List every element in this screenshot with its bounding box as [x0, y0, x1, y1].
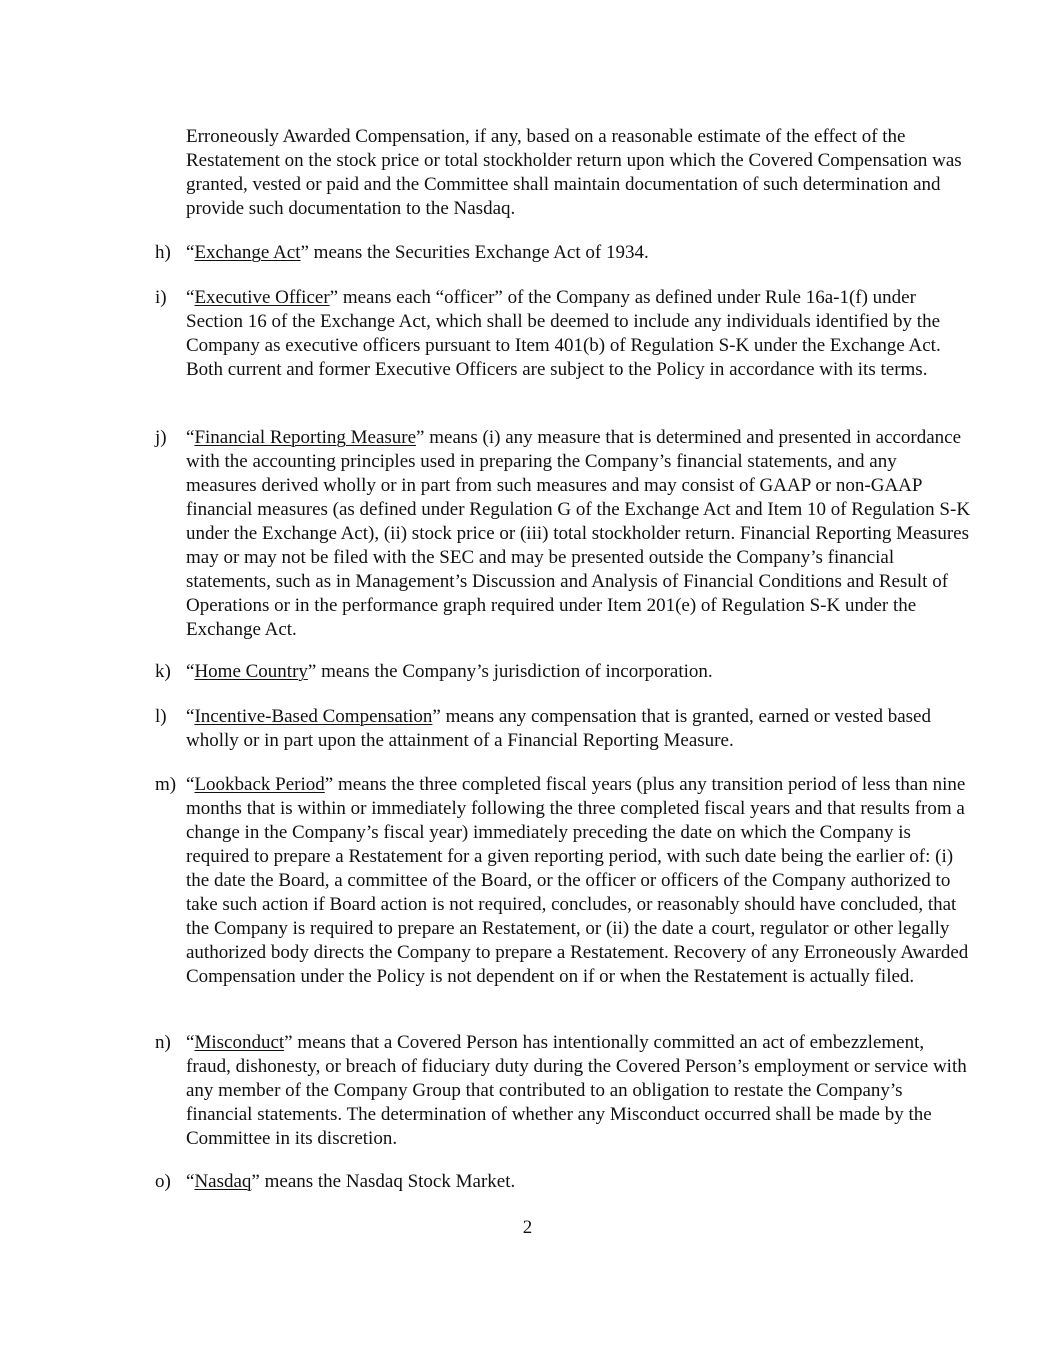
- defined-term: Lookback Period: [194, 774, 325, 795]
- open-quote: “: [186, 427, 195, 448]
- definition-marker: i): [155, 287, 167, 308]
- definition-body: [186, 286, 971, 382]
- definition-executive-officer: [155, 286, 971, 382]
- definition-body: [186, 241, 971, 265]
- definition-text: ” means any compensation that is granted, earned or vested based wholly or in part upon the attainment of a Financial Reporting Measure.: [186, 706, 931, 751]
- open-quote: “: [186, 1032, 195, 1053]
- definition-marker: h): [155, 242, 171, 263]
- definition-marker: o): [155, 1171, 171, 1192]
- definition-body: [186, 660, 971, 684]
- defined-term: Incentive-Based Compensation: [194, 706, 433, 727]
- open-quote: “: [186, 242, 195, 263]
- definition-lookback-period: [155, 773, 971, 989]
- definition-text: ” means that a Covered Person has intentionally committed an act of embezzlement, fraud, dishonesty, or breach of fiduciary duty during the Covered Person’s employment or service with any member of the Company Group that contributed to an obligation to restate the Company’s financial statements. The determination of whether any Misconduct occurred shall be made by the Committee in its discretion.: [186, 1032, 967, 1149]
- definition-home-country: [155, 660, 971, 684]
- definition-text: ” means the Company’s jurisdiction of incorporation.: [307, 661, 713, 682]
- definition-body: [186, 1170, 971, 1194]
- definition-financial-reporting-measure: [155, 426, 971, 642]
- definition-body: [186, 773, 971, 989]
- open-quote: “: [186, 774, 195, 795]
- definition-marker: k): [155, 661, 171, 682]
- open-quote: “: [186, 287, 195, 308]
- intro-paragraph: Erroneously Awarded Compensation, if any, based on a reasonable estimate of the effect of the Restatement on the stock price or total stockholder return upon which the Covered Compensation was granted, vested or paid and the Committee shall maintain documentation of such determination and provide such documentation to the Nasdaq.: [186, 126, 962, 219]
- definition-misconduct: [155, 1031, 971, 1151]
- defined-term: Home Country: [194, 661, 308, 682]
- defined-term: Misconduct: [194, 1032, 285, 1053]
- definition-body: [186, 705, 971, 753]
- definition-marker: m): [155, 774, 177, 795]
- definition-marker: j): [155, 427, 167, 448]
- definition-nasdaq: [155, 1170, 971, 1194]
- defined-term: Exchange Act: [194, 242, 301, 263]
- definition-body: [186, 1031, 971, 1151]
- defined-term: Financial Reporting Measure: [194, 427, 417, 448]
- definition-text: ” means the Securities Exchange Act of 1934.: [300, 242, 649, 263]
- definition-exchange-act: [155, 241, 971, 265]
- definition-text: ” means (i) any measure that is determined and presented in accordance with the accounting principles used in preparing the Company’s financial statements, and any measures derived wholly or in part from such measures and may consist of GAAP or non-GAAP financial measures (as defined under Regulation G of the Exchange Act and Item 10 of Regulation S-K under the Exchange Act), (ii) stock price or (iii) total stockholder return. Financial Reporting Measures may or may not be filed with the SEC and may be presented outside the Company’s financial statements, such as in Management’s Discussion and Analysis of Financial Conditions and Result of Operations or in the performance graph required under Item 201(e) of Regulation S-K under the Exchange Act.: [186, 427, 971, 640]
- open-quote: “: [186, 1171, 195, 1192]
- open-quote: “: [186, 661, 195, 682]
- definition-marker: l): [155, 706, 167, 727]
- definition-incentive-based-compensation: [155, 705, 971, 753]
- defined-term: Executive Officer: [194, 287, 330, 308]
- page-number: 2: [522, 1217, 533, 1238]
- definition-text: ” means the Nasdaq Stock Market.: [251, 1171, 516, 1192]
- definition-text: ” means each “officer” of the Company as defined under Rule 16a-1(f) under Section 16 of the Exchange Act, which shall be deemed to include any individuals identified by the Company as executive officers pursuant to Item 401(b) of Regulation S-K under the Exchange Act. Both current and former Executive Officers are subject to the Policy in accordance with its terms.: [186, 287, 941, 380]
- open-quote: “: [186, 706, 195, 727]
- definition-body: [186, 426, 971, 642]
- definition-text: ” means the three completed fiscal years (plus any transition period of less than nine months that is within or immediately following the three completed fiscal years and that results from a change in the Company’s fiscal year) immediately preceding the date on which the Company is required to prepare a Restatement for a given reporting period, with such date being the earlier of: (i) the date the Board, a committee of the Board, or the officer or officers of the Company authorized to take such action if Board action is not required, concludes, or reasonably should have concluded, that the Company is required to prepare an Restatement, or (ii) the date a court, regulator or other legally authorized body directs the Company to prepare a Restatement. Recovery of any Erroneously Awarded Compensation under the Policy is not dependent on if or when the Restatement is actually filed.: [186, 774, 969, 987]
- defined-term: Nasdaq: [194, 1171, 252, 1192]
- definition-marker: n): [155, 1032, 171, 1053]
